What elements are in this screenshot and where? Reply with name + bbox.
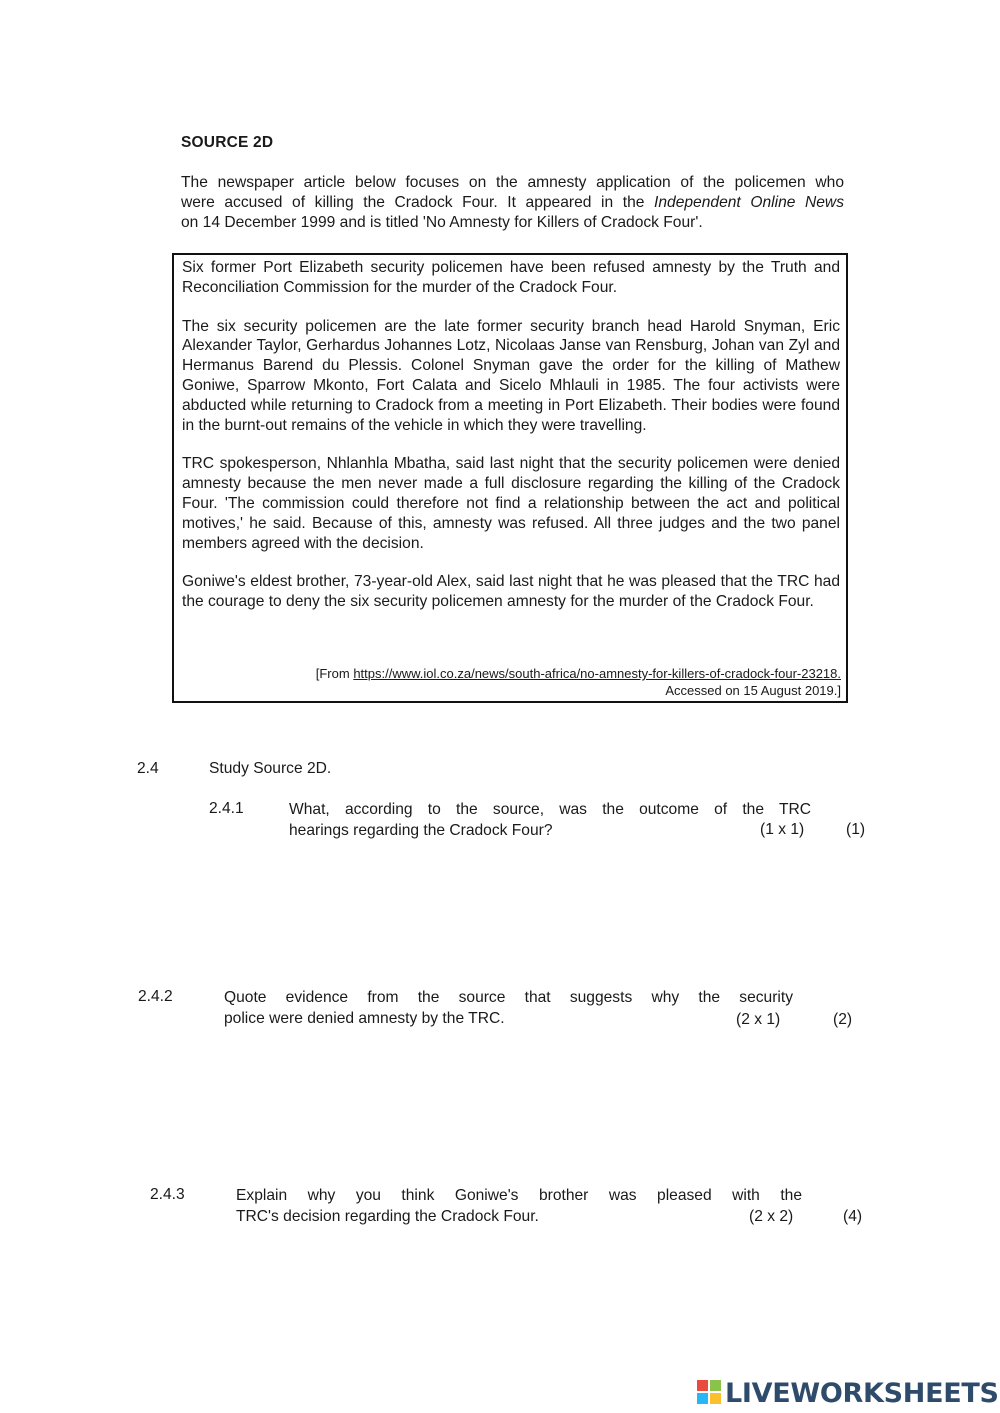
article-citation (316, 665, 841, 699)
source-heading: SOURCE 2D (181, 134, 274, 151)
question-2-4-3-line-1: Explain why you think Goniwe's brother was pleased with the (236, 1187, 802, 1204)
logo-square-2 (710, 1380, 721, 1391)
question-2-4-number: 2.4 (137, 760, 159, 777)
question-2-4-1-line-2: hearings regarding the Cradock Four? (289, 822, 553, 839)
question-2-4-2-number: 2.4.2 (138, 988, 173, 1005)
liveworksheets-logo-icon (697, 1380, 723, 1406)
question-2-4-3-number: 2.4.3 (150, 1186, 185, 1203)
question-2-4-2-line-2: police were denied amnesty by the TRC. (224, 1010, 505, 1027)
intro-publication: Independent Online News (654, 194, 844, 211)
logo-square-4 (710, 1393, 721, 1404)
intro-line-2-text: were accused of killing the Cradock Four. It appeared in the (181, 194, 645, 211)
question-2-4-1-marks: (1) (846, 821, 866, 838)
citation-accessed: Accessed on 15 August 2019.] (665, 683, 841, 698)
article-paragraph-4: Goniwe's eldest brother, 73-year-old Alex, said last night that he was pleased that the TRC had the courage to deny the six security policemen amnesty for the murder of the Cradock Four. (182, 573, 840, 611)
citation-prefix: [From (315, 666, 354, 681)
question-2-4-1-text (289, 799, 811, 841)
question-2-4-1-line-1: What, according to the source, was the outcome of the TRC (289, 801, 811, 818)
citation-url: https://www.iol.co.za/news/south-africa/no-amnesty-for-killers-of-cradock-four-23218. (353, 666, 841, 681)
article-box (172, 253, 848, 703)
question-2-4-2-text (224, 987, 793, 1029)
question-2-4-3-marks: (4) (843, 1208, 863, 1225)
question-2-4-1-number: 2.4.1 (209, 800, 244, 817)
question-2-4-text: Study Source 2D. (209, 760, 332, 777)
question-2-4-3-allocation: (2 x 2) (749, 1208, 794, 1225)
question-2-4-3-text (236, 1185, 802, 1227)
question-2-4-2-line-1: Quote evidence from the source that suggests why the security (224, 989, 793, 1006)
article-paragraph-2: The six security policemen are the late former security branch head Harold Snyman, Eric Alexander Taylor, Gerhardus Johannes Lotz, Nicolaas Janse van Rensburg, Johan van Zyl and Hermanus Barend du Plessis. Colonel Snyman gave the order for the killing of Mathew Goniwe, Sparrow Mkonto, Fort Calata and Sicelo Mhlauli in 1985. The four activists were abducted while returning to Cradock from a meeting in Port Elizabeth. Their bodies were found in the burnt-out remains of the vehicle in which they were travelling. (182, 317, 840, 434)
citation-line-1 (316, 665, 841, 682)
intro-line-1: The newspaper article below focuses on the amnesty application of the policemen who (181, 174, 844, 191)
question-2-4-2-marks: (2) (833, 1011, 853, 1028)
question-2-4-3-line-2: TRC's decision regarding the Cradock Four. (236, 1208, 539, 1225)
liveworksheets-text: LIVEWORKSHEETS (725, 1377, 999, 1409)
logo-square-3 (697, 1393, 708, 1404)
intro-line-3: on 14 December 1999 and is titled 'No Amnesty for Killers of Cradock Four'. (181, 214, 703, 231)
article-paragraph-3: TRC spokesperson, Nhlanhla Mbatha, said last night that the security policemen were denied amnesty because the men never made a full disclosure regarding the killing of the Cradock Four. 'The commission could therefore not find a relationship between the act and political motives,' he said. Because of this, amnesty was refused. All three judges and the two panel members agreed with the decision. (182, 455, 840, 552)
intro-line-2 (181, 193, 844, 213)
liveworksheets-brand (697, 1379, 999, 1407)
article-paragraph-1: Six former Port Elizabeth security policemen have been refused amnesty by the Truth and Reconciliation Commission for the murder of the Cradock Four. (182, 259, 840, 296)
source-intro (181, 173, 844, 233)
logo-square-1 (697, 1380, 708, 1391)
question-2-4-1-allocation: (1 x 1) (760, 821, 805, 838)
question-2-4-2-allocation: (2 x 1) (736, 1011, 781, 1028)
